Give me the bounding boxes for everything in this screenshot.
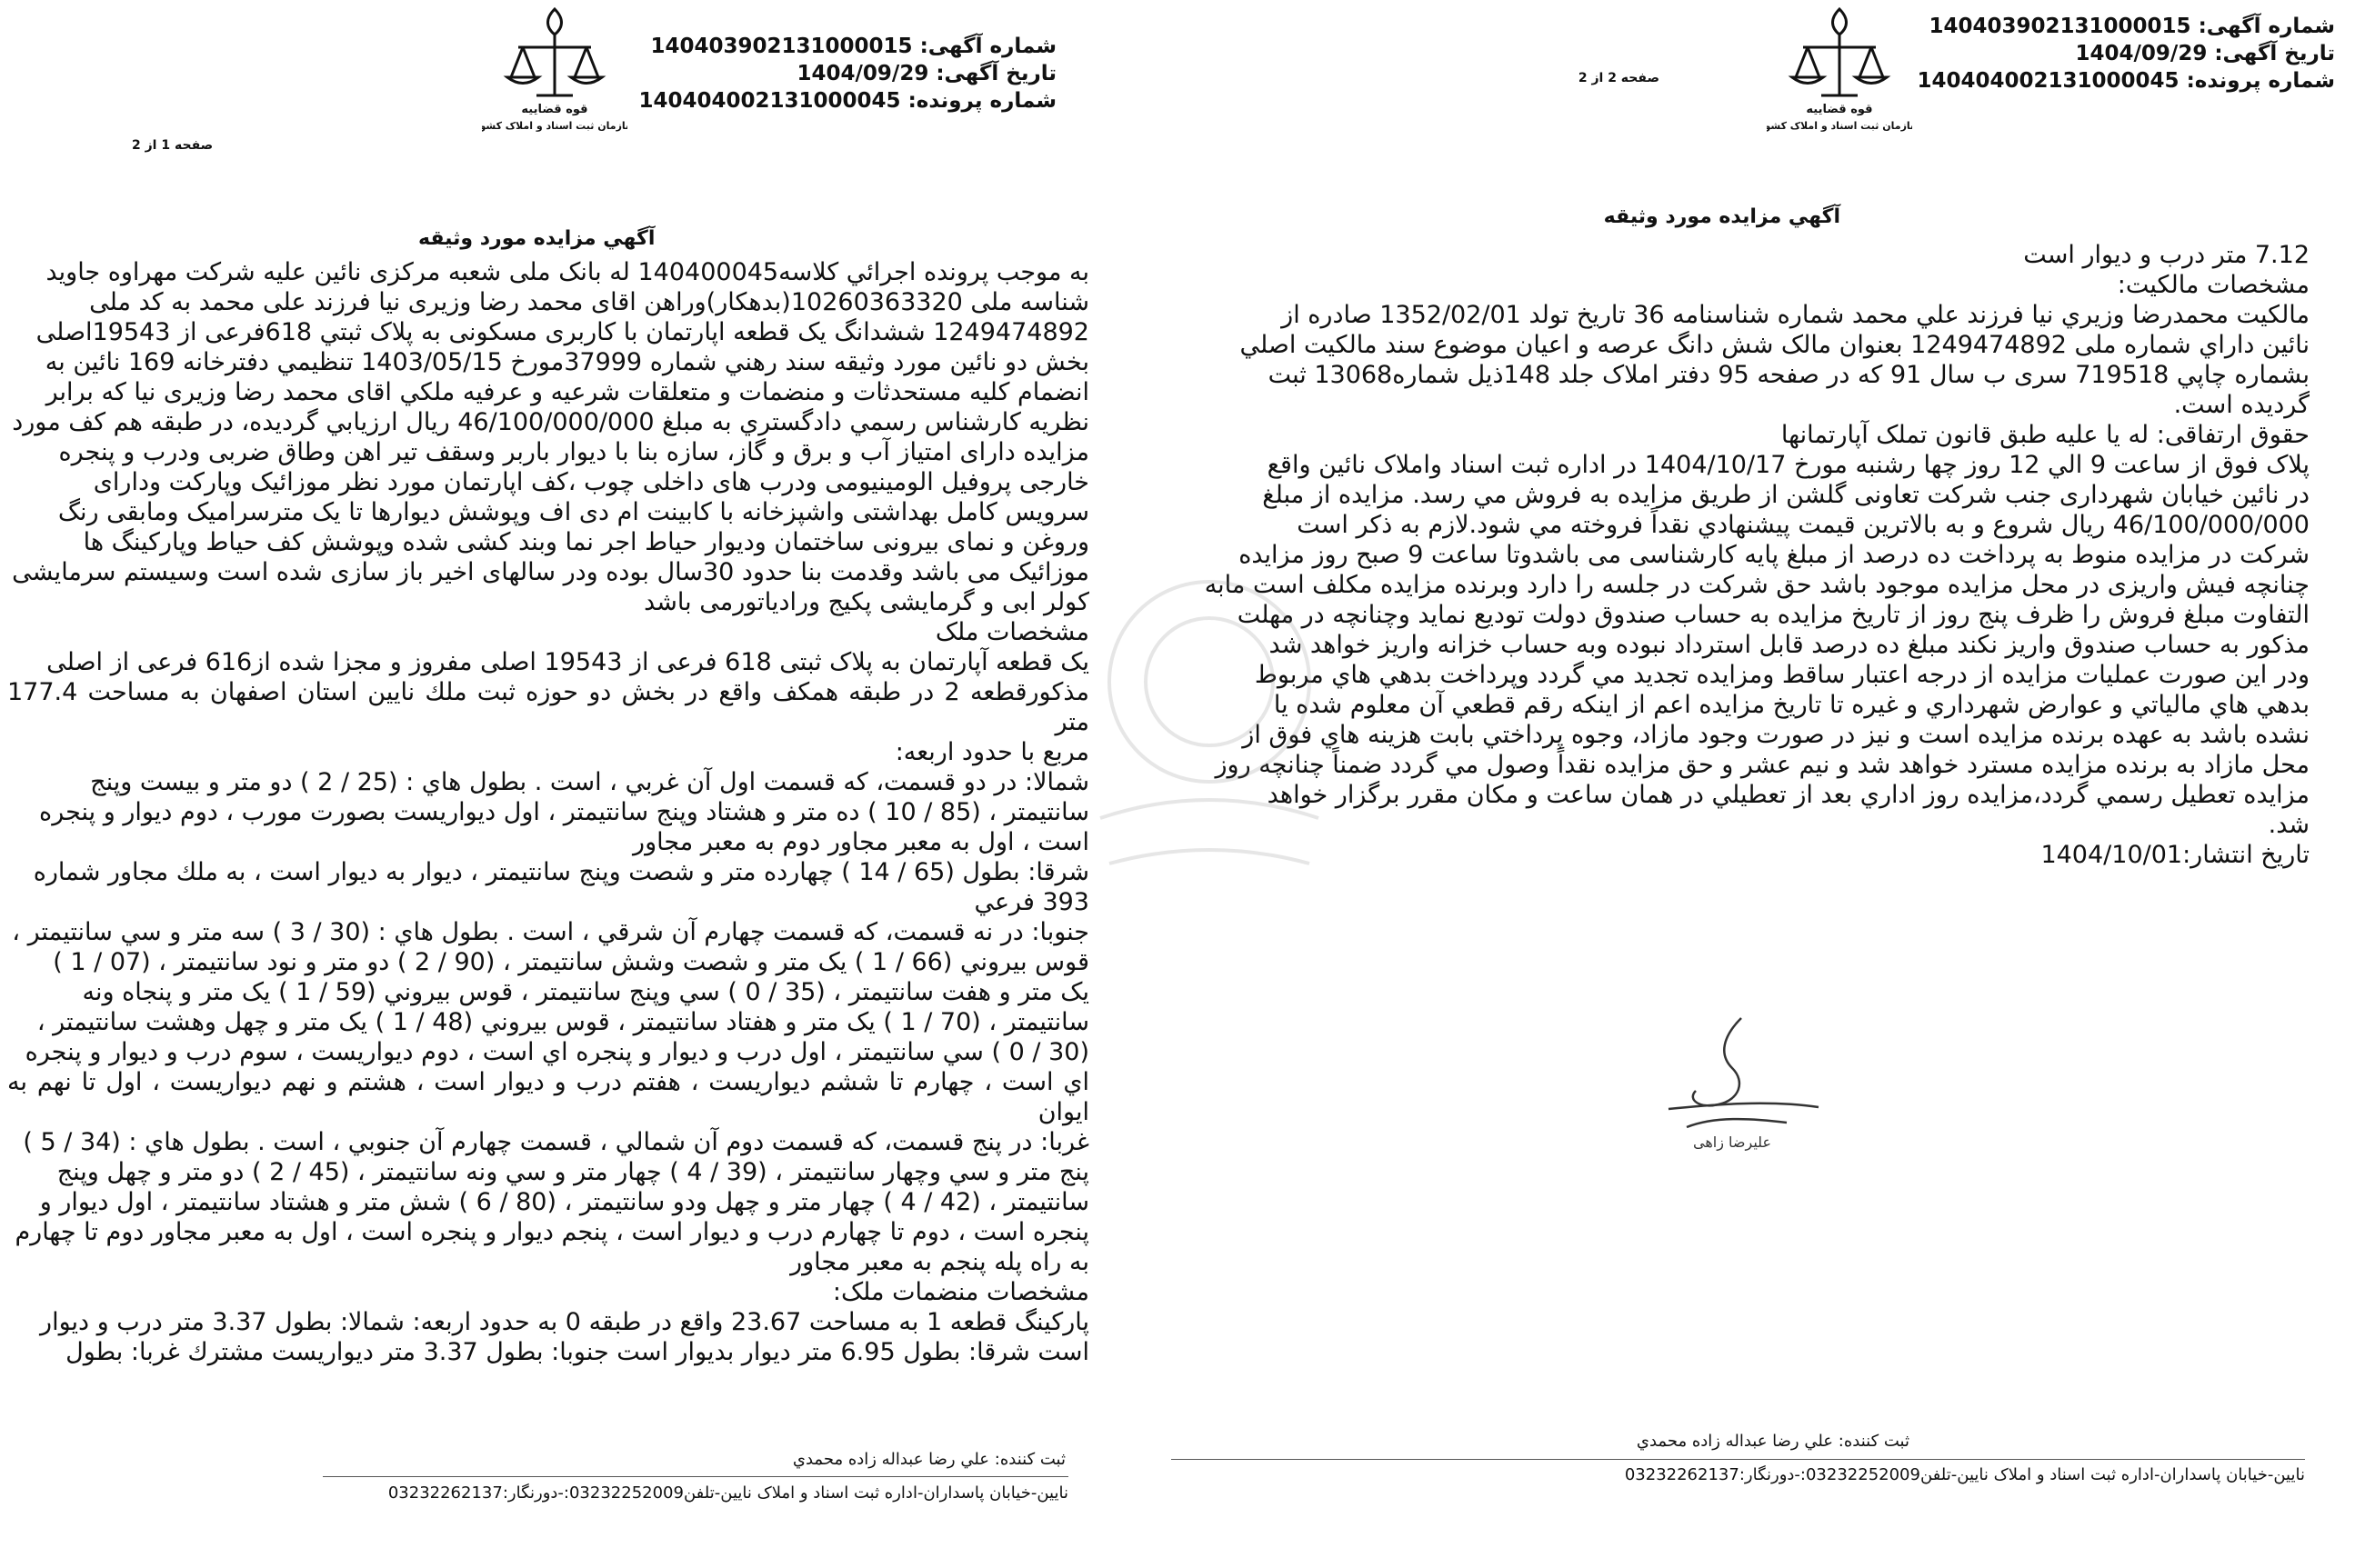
notice-number: 140403902131000015 <box>1929 15 2191 38</box>
office-address: نایین-خیابان پاسداران-اداره ثبت اسناد و املاک نایین-تلفن03232252009:-دورنگار:03232262137 <box>387 1483 1068 1503</box>
notice-number-row: شماره آگهی: 140403902131000015 <box>1929 15 2335 38</box>
body-line: مربع با حدود اربعه: <box>895 738 1089 766</box>
case-number: 140404002131000045 <box>638 89 901 113</box>
judiciary-emblem <box>1767 0 1912 136</box>
signature <box>1632 1000 1832 1154</box>
body-line: انضمام کلیه مستحدثات و منضمات و متعلقات شرعیه و عرفیه ملکي اقای محمد رضا وزیری نیا که برابر <box>45 378 1089 406</box>
body-line: خارجی پروفیل الومینیومی ودرب های داخلی چوب ،کف اپارتمان مورد نظر موزائیک وپارکت ودارای <box>93 468 1089 496</box>
body-line: غربا: در پنج قسمت، كه قسمت دوم آن شمالي ، قسمت چهارم آن جنوبي ، است . بطول هاي : (34 / 5 ) <box>23 1128 1089 1156</box>
body-line: ودر اين صورت عمليات مزايده از درجه اعتبار ساقط ومزايده تجديد مي گردد وپرداخت بدهي هاي مربوط <box>1254 661 2310 689</box>
body-line: 393 فرعي <box>974 888 1089 916</box>
body-line: گرديده است. <box>2173 391 2310 419</box>
document-title: آگهي مزايده مورد وثيقه <box>418 227 656 250</box>
registrar-line: ثبت کننده: علي رضا عبداله زاده محمدي <box>1636 1432 1909 1451</box>
body-line: مشخصات ملک <box>935 618 1089 646</box>
judiciary-emblem <box>482 0 627 136</box>
page-one <box>0 0 1159 1568</box>
body-line: سانتيمتر ، (70 / 1 ) يک متر و هفتاد سانتيمتر ، قوس بيروني (48 / 1 ) يک متر و چهل وهشت سانتيمتر ، <box>36 1008 1089 1036</box>
body-line: التفاوت مبلغ فروش را ظرف پنج روز از تاريخ مزايده به حساب صندوق دولت توديع نمايد وچنانچه در مهلت <box>1237 601 2310 629</box>
registrar-name: علي رضا عبداله زاده محمدي <box>1636 1432 1834 1451</box>
body-line: شرکت در مزایده منوط به پرداخت ده درصد از مبلغ پایه کارشناسی می باشدوتا ساعت 9 صبح روز مزایده <box>1238 541 2310 569</box>
body-line: (30 / 0 ) سي سانتيمتر ، اول درب و ديوار و پنجره اي است ، دوم ديواريست ، سوم درب و ديوار و پنجره <box>25 1038 1089 1066</box>
body-line: مذکورقطعه 2 در طبقه همکف واقع در بخش دو حوزه ثبت ملك نايين استان اصفهان به مساحت 177.4 متر <box>7 678 1089 736</box>
notice-meta <box>1917 13 2335 95</box>
case-number-row: شماره پرونده: 140404002131000045 <box>1917 69 2335 93</box>
notice-date: 1404/09/29 <box>797 62 929 85</box>
page-number: صفحه 1 از 2 <box>132 138 214 153</box>
body-line: وروغن و نمای بیرونی ساختمان ودیوار حیاط اجر نما وبند کشی شده وپوشش کف حیاط وپارکینگ ها <box>83 528 1089 556</box>
body-line: محل مازاد به برنده مزايده مسترد خواهد شد و نيم عشر و حق مزايده نقداً وصول مي گردد ضمناً چنانچه روز <box>1215 751 2310 779</box>
body-line: پارکینگ قطعه 1 به مساحت 23.67 واقع در طبقه 0 به حدود اربعه: شمالا: بطول 3.37 متر درب و ديوار <box>40 1308 1089 1336</box>
body-line: مذکور به حساب صندوق واريز نکند مبلغ ده درصد قابل استرداد نبوده وبه حساب خزانه واريز خواهد شد <box>1268 631 2310 659</box>
body-line: چنانچه فيش واريزی در محل مزايده موجود باشد حق شرکت در جلسه را دارد وبرنده مزايده مکلف است مابه <box>1204 571 2310 599</box>
document-title: آگهي مزايده مورد وثيقه <box>1603 205 1840 228</box>
body-line: شرقا: بطول (65 / 14 ) چهارده متر و شصت وپنج سانتيمتر ، ديوار به ديوار است ، به ملك مجاور شماره <box>33 858 1089 886</box>
body-line: مشخصات منضمات ملک: <box>832 1278 1089 1306</box>
body-line: جنوبا: در نه قسمت، كه قسمت چهارم آن شرقي ، است . بطول هاي : (30 / 3 ) سه متر و سي سانتيمتر ، <box>12 918 1089 946</box>
body-line: موزائیک می باشد وقدمت بنا حدود 30سال بوده ودر سالهای اخیر باز سازی شده است وسیستم سرمایشی <box>12 558 1089 586</box>
body-line: بشماره چاپي 719518 سری ب سال 91 که در صفحه 95 دفتر املاک جلد 148ذیل شماره13068 ثبت <box>1268 361 2310 389</box>
svg-text:علیرضا زاهی: علیرضا زاهی <box>1693 1134 1771 1151</box>
body-line: سرویس کامل بهداشتی واشپزخانه با کابینت ام دی اف وپوشش دیوارها تا یک مترسرامیک ومابقی رنگ <box>57 498 1089 526</box>
body-line: کولر ابی و گرمایشی پکیج ورادیاتورمی باشد <box>644 588 1089 616</box>
body-line: پلاک فوق از ساعت 9 الي 12 روز چها رشنبه مورخ 1404/10/17 در اداره ثبت اسناد واملاک نائين واقع <box>1267 451 2310 479</box>
body-line: نظريه کارشناس رسمي دادگستري به مبلغ 46/100/000/000 ريال ارزيابي گرديده، در طبقه هم کف مورد <box>12 408 1089 436</box>
body-line: به راه پله پنجم به معبر مجاور <box>790 1248 1089 1276</box>
footer-divider <box>1171 1459 2305 1460</box>
body-line: يک متر و هفت سانتيمتر ، (35 / 0 ) سي وپنج سانتيمتر ، قوس بيروني (59 / 1 ) يک متر و پنجاه ونه <box>82 978 1089 1006</box>
body-line: پنج متر و سي وچهار سانتيمتر ، (39 / 4 ) چهار متر و سي ونه سانتيمتر ، (45 / 2 ) دو متر و چهل وپنج <box>56 1158 1089 1186</box>
body-line: شمالا: در دو قسمت، كه قسمت اول آن غربي ، است . بطول هاي : (25 / 2 ) دو متر و بيست وپنج <box>90 768 1089 796</box>
body-line: به موجب پرونده اجرائي کلاسه140400045 له بانک ملی شعبه مرکزی نائین علیه شرکت مهراوه جاوید <box>45 258 1089 286</box>
office-address: نایین-خیابان پاسداران-اداره ثبت اسناد و املاک نایین-تلفن03232252009:-دورنگار:03232262137 <box>1624 1465 2305 1484</box>
body-line: است ، اول به معبر مجاور دوم به معبر مجاور <box>633 828 1089 856</box>
body-line: 7.12 متر درب و ديوار است <box>2023 241 2310 269</box>
body-line: مالكيت محمدرضا وزيري نيا فرزند علي محمد شماره شناسنامه 36 تاريخ تولد 1352/02/01 صادره از <box>1281 301 2310 329</box>
svg-text:سازمان ثبت اسناد و املاک کشور: سازمان ثبت اسناد و املاک کشور <box>482 120 627 132</box>
body-line: بدهي هاي مالياتي و عوارض شهرداري و غيره تا تاريخ مزايده اعم از اينکه رقم قطعي آن معلوم شده يا <box>1273 691 2310 719</box>
body-line: حقوق ارتفاقی: له یا علیه طبق قانون تملک آپارتمانها <box>1780 421 2310 449</box>
footer-divider <box>323 1476 1068 1477</box>
page-two <box>1164 0 2355 1568</box>
body-line: نائين داراي شماره ملی 1249474892 بعنوان مالک شش دانگ عرصه و اعيان موضوع سند مالکيت اصلي <box>1239 331 2310 359</box>
svg-text:قوه قضاییه: قوه قضاییه <box>521 103 588 116</box>
body-line: شد. <box>2268 811 2310 839</box>
case-number-row: شماره پرونده: 140404002131000045 <box>638 89 1057 113</box>
body-line: قوس بيروني (66 / 1 ) يک متر و شصت وشش سانتيمتر ، (90 / 2 ) دو متر و نود سانتيمتر ، (07 / 1 ) <box>53 948 1089 976</box>
svg-text:سازمان ثبت اسناد و املاک کشور: سازمان ثبت اسناد و املاک کشور <box>1767 120 1912 132</box>
body-line: 46/100/000/000 ريال شروع و به بالاترين قيمت پيشنهادي نقداً فروخته مي شود.لازم به ذکر است <box>1297 511 2310 539</box>
svg-text:قوه قضاییه: قوه قضاییه <box>1806 103 1873 116</box>
body-line: در نائين خیابان شهرداری جنب شرکت تعاونی گلشن از طريق مزايده به فروش مي رسد. مزايده از مبلغ <box>1262 481 2310 509</box>
body-line: 1249474892 ششدانگ یک قطعه اپارتمان با کاربری مسکونی به پلاک ثبتي 618فرعی از 19543اصلی <box>35 318 1089 346</box>
body-line: يک قطعه آپارتمان به پلاک ثبتی 618 فرعی از 19543 اصلی مفروز و مجزا شده از616 فرعی از اصلی <box>46 648 1089 676</box>
body-line: سانتيمتر ، (85 / 10 ) ده متر و هشتاد وپنج سانتيمتر ، اول ديواريست بصورت مورب ، دوم ديوار و پنجره <box>39 798 1089 826</box>
body-line: شناسه ملی 10260363320(بدهکار)وراهن اقای محمد رضا وزیری نیا فرزند علی محمد به کد ملی <box>89 288 1089 316</box>
body-line: بخش دو نائین مورد وثيقه سند رهني شماره 37999مورخ 1403/05/15 تنظيمي دفترخانه 169 نائین به <box>45 348 1089 376</box>
notice-meta <box>638 33 1057 115</box>
body-line: سانتيمتر ، (42 / 4 ) چهار متر و چهل ودو سانتيمتر ، (80 / 6 ) شش متر و هشتاد سانتيمتر ، اول ديوار و <box>39 1188 1089 1216</box>
body-line: تاريخ انتشار:1404/10/01 <box>2040 841 2310 869</box>
notice-date-row: تاریخ آگهی: 1404/09/29 <box>2075 42 2335 65</box>
registrar-line: ثبت کننده: علي رضا عبداله زاده محمدي <box>792 1450 1066 1469</box>
notice-number: 140403902131000015 <box>650 35 913 58</box>
body-line: مشخصات مالکیت: <box>2117 271 2310 299</box>
page-number: صفحه 2 از 2 <box>1578 71 1659 85</box>
body-line: نشده باشد به عهده برنده مزايده است و نيز در صورت وجود مازاد، وجوه پرداختي بابت هزينه هاي فوق از <box>1242 721 2310 749</box>
body-line: مزايده تعطيل رسمي گردد،مزايده روز اداري بعد از تعطيلي در همان ساعت و مکان مقرر برگزار خواهد <box>1267 781 2310 809</box>
notice-date-row: تاریخ آگهی: 1404/09/29 <box>797 62 1057 85</box>
notice-body <box>1203 240 2310 870</box>
body-line: پنجره است ، دوم تا چهارم درب و ديوار است ، پنجم ديوار و پنجره است ، اول به معبر مجاور دوم تا چهارم <box>15 1218 1089 1246</box>
body-line: مزایده دارای امتیاز آب و برق و گاز، سازه بنا با دیوار باربر وسقف تیر اهن وطاق ضربی ودرب و پنجره <box>58 438 1089 466</box>
case-number: 140404002131000045 <box>1917 69 2180 93</box>
body-line: اي است ، چهارم تا ششم ديواريست ، هفتم درب و ديوار است ، هشتم و نهم ديواريست ، اول تا نهم به ايوان <box>7 1068 1089 1126</box>
registrar-name: علي رضا عبداله زاده محمدي <box>792 1450 990 1469</box>
notice-date: 1404/09/29 <box>2075 42 2208 65</box>
notice-number-row: شماره آگهی: 140403902131000015 <box>650 35 1057 58</box>
body-line: است شرقا: بطول 6.95 متر ديوار بديوار است جنوبا: بطول 3.37 متر ديواريست مشترك غربا: بطول <box>65 1338 1089 1366</box>
notice-body <box>7 257 1089 1367</box>
